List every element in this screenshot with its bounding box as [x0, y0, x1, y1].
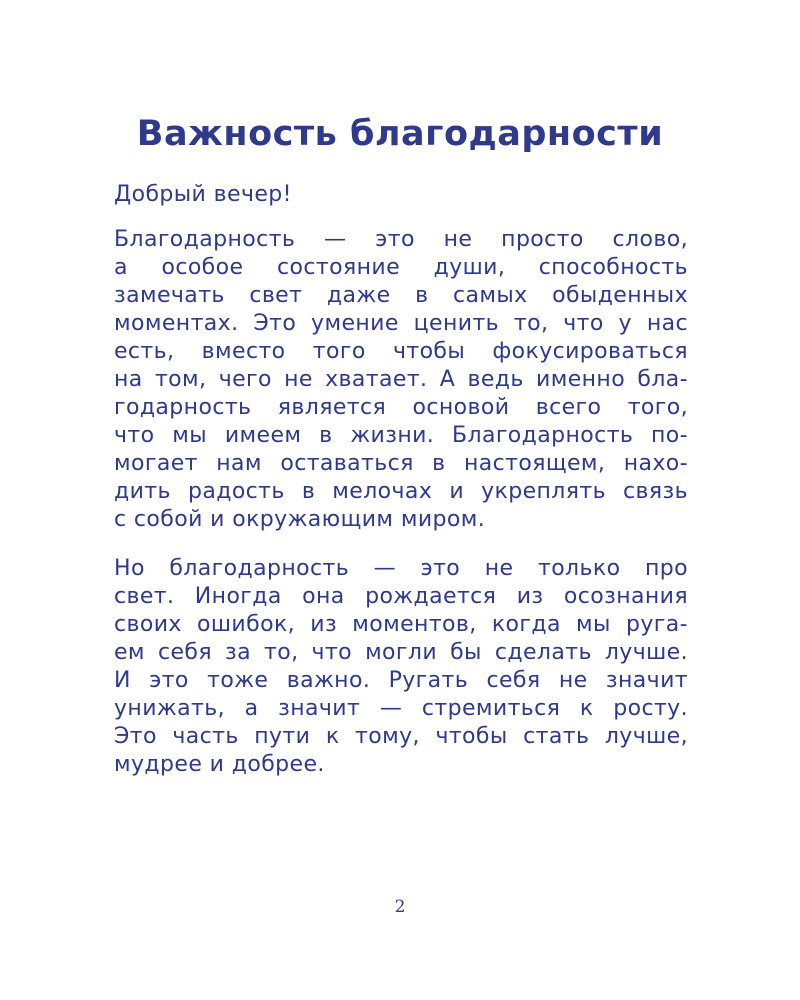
paragraph-line: а особое состояние души, способность	[114, 255, 688, 280]
paragraph-line: свет. Иногда она рождается из осознания	[114, 584, 688, 609]
paragraph-line: с собой и окружающим миром.	[114, 507, 486, 532]
paragraph-line: И это тоже важно. Ругать себя не значит	[114, 668, 688, 693]
paragraph-line: что мы имеем в жизни. Благодарность по-	[114, 423, 688, 448]
paragraph-1	[114, 226, 688, 534]
page-number: 2	[394, 897, 406, 917]
paragraph-line: моментах. Это умение ценить то, что у нас	[114, 311, 688, 336]
paragraph-line: своих ошибок, из моментов, когда мы руга-	[114, 612, 688, 637]
paragraph-line: ем себя за то, что могли бы сделать лучше.	[114, 640, 688, 665]
paragraph-line: есть, вместо того чтобы фокусироваться	[114, 339, 688, 364]
paragraph-line: на том, чего не хватает. А ведь именно бла-	[114, 367, 688, 392]
paragraph-line: годарность является основой всего того,	[114, 395, 688, 420]
paragraph-line: Но благодарность — это не только про	[114, 556, 688, 581]
paragraph-line: Это часть пути к тому, чтобы стать лучше,	[114, 724, 688, 749]
greeting: Добрый вечер!	[114, 182, 292, 207]
page-title: Важность благодарности	[136, 114, 664, 154]
paragraph-line: Благодарность — это не просто слово,	[114, 227, 688, 252]
paragraph-line: замечать свет даже в самых обыденных	[114, 283, 688, 308]
paragraph-line: дить радость в мелочах и укреплять связь	[114, 479, 688, 504]
paragraph-2	[114, 555, 688, 779]
paragraph-line: мудрее и добрее.	[114, 752, 325, 777]
paragraph-line: могает нам оставаться в настоящем, нахо-	[114, 451, 688, 476]
paragraph-line: унижать, а значит — стремиться к росту.	[114, 696, 688, 721]
